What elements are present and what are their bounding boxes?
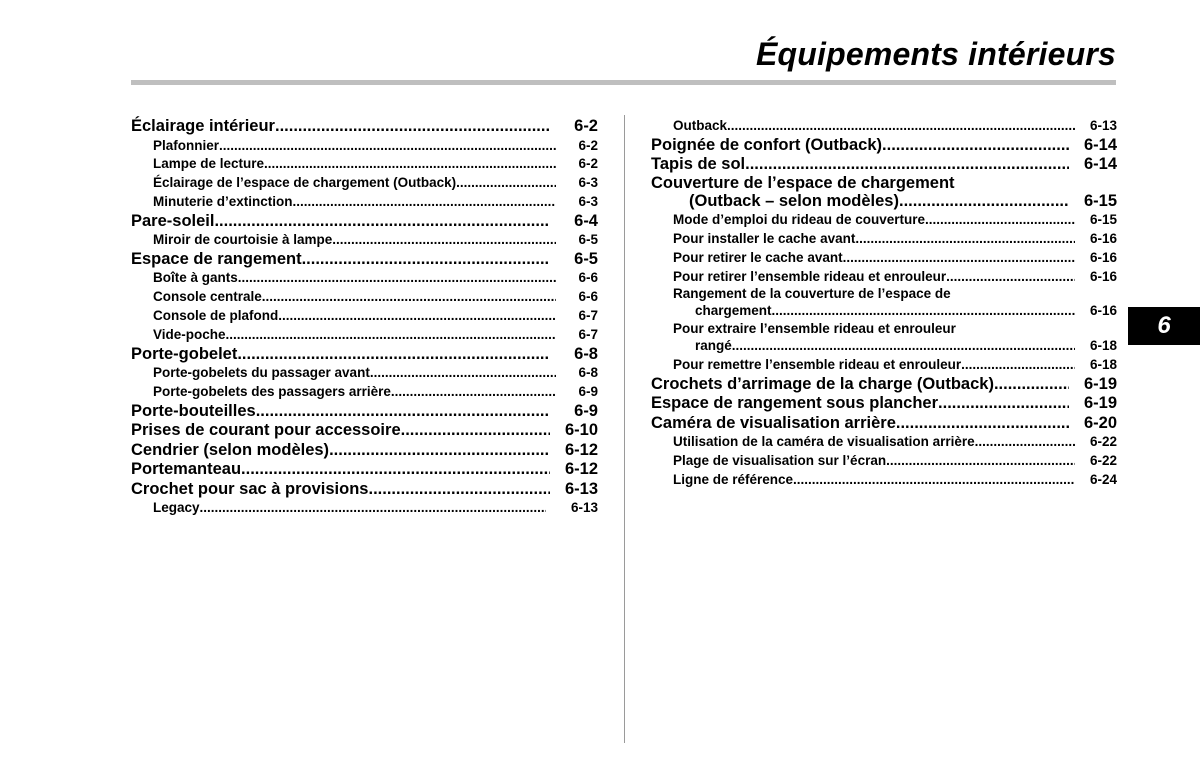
toc-label: Miroir de courtoisie à lampe (153, 232, 333, 248)
toc-label: Tapis de sol (651, 155, 746, 174)
toc-entry-boite-a-gants[interactable] (131, 269, 598, 288)
toc-entry-plafonnier[interactable] (131, 137, 598, 156)
toc-entry-porte-gobelet[interactable] (131, 345, 598, 365)
toc-entry-console-plafond[interactable] (131, 307, 598, 326)
toc-page-number: 6-8 (574, 344, 598, 363)
toc-label: rangé (695, 338, 732, 354)
toc-entry-rangement-sous-plancher[interactable] (651, 394, 1117, 414)
toc-entry-pare-soleil[interactable] (131, 212, 598, 232)
toc-label: Lampe de lecture (153, 156, 265, 172)
title-rule (131, 80, 1116, 85)
toc-entry-porte-gobelets-avant[interactable] (131, 364, 598, 383)
toc-dot-leader (278, 307, 556, 326)
toc-page-number: 6-15 (1083, 191, 1117, 210)
toc-entry-console-centrale[interactable] (131, 288, 598, 307)
toc-entry-crochets-arrimage[interactable] (651, 375, 1117, 395)
toc-page-number: 6-2 (578, 156, 598, 172)
toc-label: Console de plafond (153, 308, 279, 324)
toc-entry-eclairage-espace-chargement[interactable] (131, 174, 598, 193)
toc-entry-miroir-courtoisie[interactable] (131, 231, 598, 250)
toc-dot-leader (896, 414, 1069, 434)
toc-page-number: 6-22 (1089, 434, 1117, 450)
toc-dot-leader (732, 337, 1075, 356)
toc-label-line: Rangement de la couverture de l’espace de (673, 286, 951, 302)
toc-dot-leader (772, 302, 1075, 321)
toc-entry-outback[interactable] (651, 117, 1117, 136)
toc-dot-leader (401, 421, 550, 441)
toc-dot-leader (219, 137, 556, 156)
toc-dot-leader (975, 433, 1075, 452)
toc-label-line: Pour extraire l’ensemble rideau et enrouleur (673, 321, 956, 337)
toc-entry-tapis-de-sol[interactable] (651, 155, 1117, 175)
toc-entry-vide-poche[interactable] (131, 326, 598, 345)
toc-dot-leader (256, 402, 550, 422)
toc-page-number: 6-14 (1083, 155, 1117, 174)
toc-page-number: 6-2 (578, 137, 598, 153)
toc-dot-leader (275, 117, 550, 137)
toc-label: Espace de rangement sous plancher (651, 394, 939, 413)
toc-entry-eclairage-interieur[interactable] (131, 117, 598, 137)
toc-label: Porte-gobelets du passager avant (153, 365, 370, 381)
toc-label: Espace de rangement (131, 249, 302, 268)
toc-page-number: 6-19 (1083, 394, 1117, 413)
toc-label: Poignée de confort (Outback) (651, 135, 883, 154)
toc-label: Porte-gobelet (131, 344, 238, 363)
toc-page-number: 6-16 (1089, 231, 1117, 247)
toc-page-number: 6-16 (1089, 268, 1117, 284)
toc-entry-extraire-ensemble-rideau[interactable] (651, 337, 1117, 356)
toc-page-number: 6-2 (574, 117, 598, 135)
toc-dot-leader (456, 174, 556, 193)
toc-entry-cendrier[interactable] (131, 441, 598, 461)
toc-page-number: 6-6 (578, 289, 598, 305)
toc-page-number: 6-13 (1089, 118, 1117, 133)
toc-dot-leader (925, 211, 1075, 230)
toc-label: Vide-poche (153, 326, 226, 342)
toc-entry-installer-cache-avant[interactable] (651, 230, 1117, 249)
toc-page-number: 6-8 (578, 365, 598, 381)
toc-dot-leader (370, 364, 556, 383)
toc-label: (Outback – selon modèles) (689, 191, 899, 210)
toc-label: Minuterie d’extinction (153, 193, 293, 209)
toc-dot-leader (200, 499, 546, 518)
toc-entry-remettre-ensemble-rideau[interactable] (651, 356, 1117, 375)
toc-entry-lampe-de-lecture[interactable] (131, 155, 598, 174)
toc-label: Legacy (153, 500, 200, 516)
toc-dot-leader (727, 117, 1075, 136)
toc-entry-porte-gobelets-arriere[interactable] (131, 383, 598, 402)
toc-page-number: 6-4 (574, 211, 598, 230)
toc-label: Pare-soleil (131, 211, 215, 230)
toc-page-number: 6-13 (564, 479, 598, 498)
toc-page-number: 6-19 (1083, 374, 1117, 393)
toc-dot-leader (855, 230, 1075, 249)
toc-label: Porte-gobelets des passagers arrière (153, 383, 391, 399)
toc-entry-retirer-cache-avant[interactable] (651, 249, 1117, 268)
toc-page-number: 6-12 (564, 460, 598, 479)
toc-dot-leader (214, 212, 550, 232)
toc-label: Cendrier (selon modèles) (131, 440, 330, 459)
toc-dot-leader (391, 383, 556, 402)
toc-dot-leader (961, 356, 1075, 375)
toc-entry-poignee-confort[interactable] (651, 136, 1117, 156)
toc-dot-leader (843, 249, 1075, 268)
toc-entry-ligne-reference[interactable] (651, 471, 1117, 490)
page-title: Équipements intérieurs (755, 36, 1116, 72)
toc-dot-leader (226, 326, 556, 345)
toc-dot-leader (899, 192, 1069, 212)
toc-page-number: 6-18 (1089, 338, 1117, 354)
toc-page-number: 6-9 (578, 383, 598, 399)
toc-page-number: 6-13 (570, 500, 598, 516)
column-divider (624, 115, 625, 743)
chapter-tab[interactable]: 6 (1128, 307, 1200, 345)
toc-page-number: 6-3 (578, 193, 598, 209)
toc-dot-leader (938, 394, 1069, 414)
toc-page-number: 6-5 (578, 232, 598, 248)
toc-label: Outback (673, 118, 728, 133)
toc-label: Ligne de référence (673, 471, 794, 487)
toc-dot-leader (241, 460, 550, 480)
toc-label: Porte-bouteilles (131, 401, 256, 420)
toc-entry-porte-bouteilles[interactable] (131, 402, 598, 422)
toc-label: Console centrale (153, 289, 262, 305)
toc-dot-leader (793, 471, 1075, 490)
toc-page-number: 6-15 (1089, 212, 1117, 228)
toc-entry-plage-visualisation[interactable] (651, 452, 1117, 471)
toc-dot-leader (882, 136, 1069, 156)
toc-label: Crochet pour sac à provisions (131, 479, 369, 498)
toc-dot-leader (332, 231, 556, 250)
toc-page-number: 6-20 (1083, 413, 1117, 432)
toc-entry-legacy[interactable] (131, 499, 598, 518)
toc-entry-prises-courant[interactable] (131, 421, 598, 441)
toc-page-number: 6-22 (1089, 453, 1117, 469)
toc-page-number: 6-16 (1089, 249, 1117, 265)
toc-entry-portemanteau[interactable] (131, 460, 598, 480)
toc-label: Plafonnier (153, 137, 220, 153)
toc-label: Pour remettre l’ensemble rideau et enrouleur (673, 357, 962, 373)
toc-label: Pour installer le cache avant (673, 231, 856, 247)
toc-dot-leader (302, 250, 550, 270)
toc-label: Boîte à gants (153, 270, 238, 286)
toc-entry-camera-visualisation[interactable] (651, 414, 1117, 434)
toc-page-number: 6-24 (1089, 471, 1117, 487)
toc-page-number: 6-14 (1083, 135, 1117, 154)
toc-label: Portemanteau (131, 460, 242, 479)
toc-entry-espace-rangement[interactable] (131, 250, 598, 270)
toc-page-number: 6-3 (578, 175, 598, 191)
toc-dot-leader (238, 269, 556, 288)
toc-label-line: Couverture de l’espace de chargement (651, 173, 955, 192)
toc-label: Prises de courant pour accessoire (131, 421, 401, 440)
toc-entry-utilisation-camera[interactable] (651, 433, 1117, 452)
toc-dot-leader (237, 345, 550, 365)
toc-page-number: 6-10 (564, 421, 598, 440)
toc-label: Mode d’emploi du rideau de couverture (673, 212, 926, 228)
toc-page-number: 6-7 (578, 326, 598, 342)
toc-label: Éclairage intérieur (131, 117, 275, 135)
toc-dot-leader (264, 155, 556, 174)
toc-dot-leader (368, 480, 550, 500)
toc-page-number: 6-16 (1089, 303, 1117, 319)
toc-right-column (651, 117, 1117, 490)
toc-label: chargement (695, 303, 772, 319)
toc-dot-leader (946, 268, 1075, 287)
toc-dot-leader (994, 375, 1069, 395)
toc-label: Plage de visualisation sur l’écran (673, 453, 887, 469)
toc-label: Pour retirer le cache avant (673, 249, 843, 265)
toc-dot-leader (886, 452, 1075, 471)
toc-label: Éclairage de l’espace de chargement (Outback) (153, 175, 457, 191)
toc-dot-leader (329, 441, 550, 461)
toc-left-column (131, 117, 598, 518)
toc-entry-crochet-sac[interactable] (131, 480, 598, 500)
toc-dot-leader (745, 155, 1069, 175)
toc-label: Pour retirer l’ensemble rideau et enrouleur (673, 268, 947, 284)
toc-dot-leader (262, 288, 556, 307)
toc-dot-leader (293, 193, 556, 212)
toc-label: Crochets d’arrimage de la charge (Outback) (651, 374, 994, 393)
toc-entry-couverture-espace-chargement[interactable] (651, 192, 1117, 212)
toc-entry-mode-emploi-rideau[interactable] (651, 211, 1117, 230)
toc-label: Caméra de visualisation arrière (651, 413, 896, 432)
toc-page-number: 6-6 (578, 270, 598, 286)
toc-page-number: 6-9 (574, 401, 598, 420)
toc-page-number: 6-18 (1089, 357, 1117, 373)
toc-entry-retirer-ensemble-rideau[interactable] (651, 268, 1117, 287)
toc-entry-minuterie-extinction[interactable] (131, 193, 598, 212)
toc-label: Utilisation de la caméra de visualisation arrière (673, 434, 975, 450)
toc-page-number: 6-12 (564, 440, 598, 459)
toc-page-number: 6-7 (578, 308, 598, 324)
toc-page-number: 6-5 (574, 249, 598, 268)
toc-entry-rangement-couverture[interactable] (651, 302, 1117, 321)
